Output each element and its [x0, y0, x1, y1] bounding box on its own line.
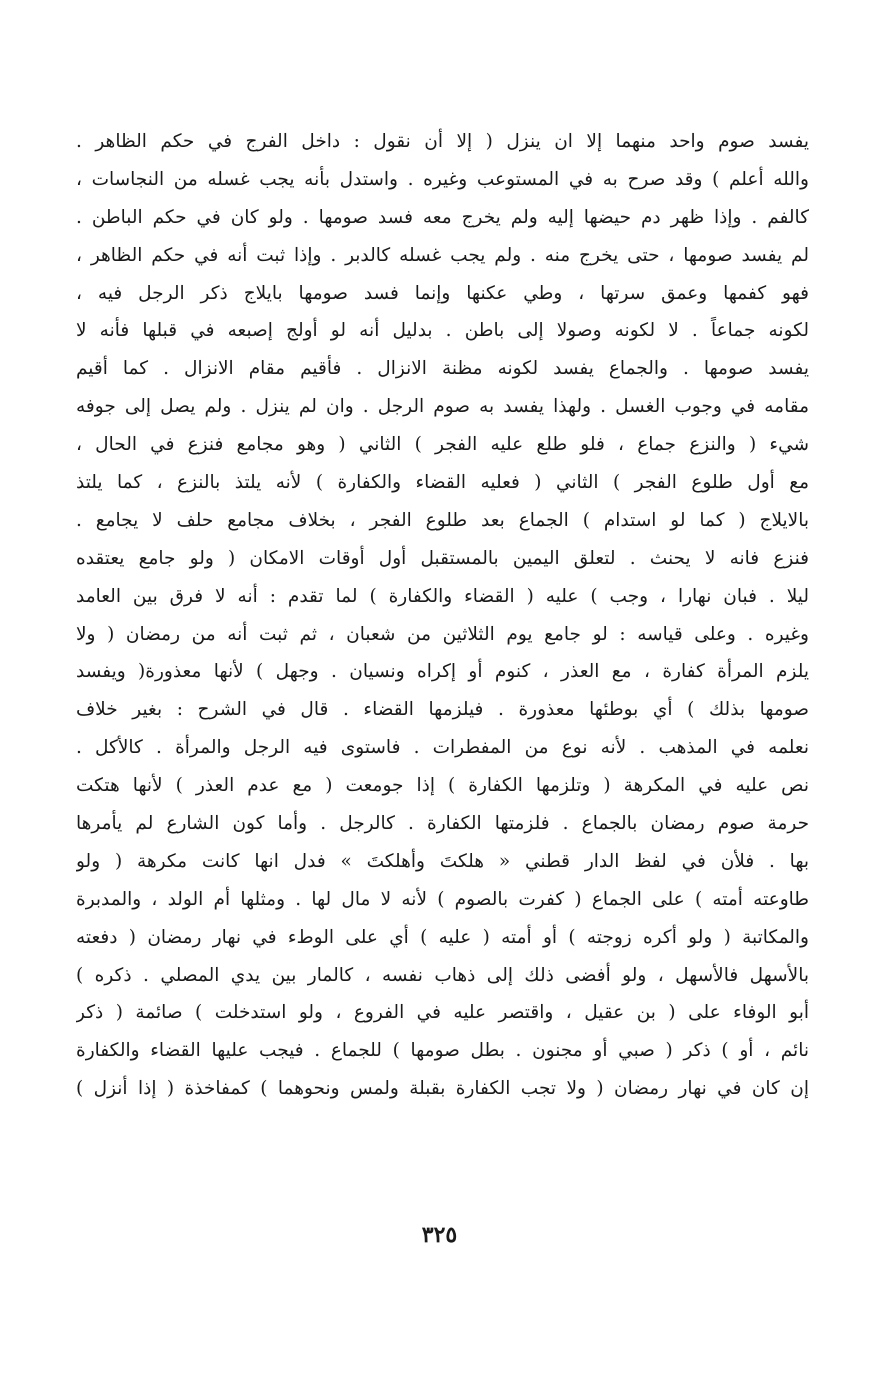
text-line: طاوعته أمته ) على الجماع ( كفرت بالصوم ) لأنه لا مال لها . ومثلها أم الولد ، والمدبرة	[76, 888, 809, 910]
text-line: والمكاتبة ( ولو أكره زوجته ) أو أمته ( عليه ) أي على الوطء في نهار رمضان ( دفعته	[76, 926, 809, 948]
text-line: ليلا . فبان نهارا ، وجب ) عليه ( القضاء والكفارة ) لما تقدم : أنه لا فرق بين العامد	[76, 585, 809, 607]
text-line: كالفم . وإذا ظهر دم حيضها إليه ولم يخرج معه فسد صومها . ولو كان في حكم الباطن .	[76, 206, 809, 228]
text-line: بالأسهل فالأسهل ، ولو أفضى ذلك إلى ذهاب نفسه ، كالمار بين يدي المصلي . ذكره )	[76, 964, 809, 986]
text-line: مع أول طلوع الفجر ) الثاني ( فعليه القضاء والكفارة ) لأنه يلتذ بالنزع ، كما يلتذ	[76, 472, 809, 494]
text-line: نص عليه في المكرهة ( وتلزمها الكفارة ) إذا جومعت ( مع عدم العذر ) لأنها هتكت	[76, 775, 809, 797]
text-line: صومها بذلك ) أي بوطئها معذورة . فيلزمها القضاء . قال في الشرح : بغير خلاف	[76, 699, 809, 721]
text-line: يفسد صوم واحد منهما إلا ان ينزل ( إلا أن نقول : داخل الفرج في حكم الظاهر .	[76, 131, 809, 152]
text-line: نائم ، أو ) ذكر ( صبي أو مجنون . بطل صومها ) للجماع . فيجب عليها القضاء والكفارة	[76, 1040, 809, 1062]
text-line: يفسد صومها . والجماع يفسد لكونه مظنة الانزال . فأقيم مقام الانزال . كما أقيم	[76, 358, 809, 380]
text-line: أبو الوفاء على ( بن عقيل ، واقتصر عليه في الفروع ، ولو استدخلت ) صائمة ( ذكر	[76, 1002, 809, 1024]
page-number: ٣٢٥	[421, 1222, 458, 1248]
body-text	[76, 123, 809, 1108]
text-line: فنزع فانه لا يحنث . لتعلق اليمين بالمستقبل أول أوقات الامكان ( ولو جامع يعتقده	[76, 547, 809, 569]
text-line: شيء ( والنزع جماع ، فلو طلع عليه الفجر ) الثاني ( وهو مجامع فنزع في الحال ،	[76, 434, 809, 456]
text-line: بها . فلأن في لفظ الدار قطني « هلكتَ وأهلكتَ » فدل انها كانت مكرهة ( ولو	[76, 850, 809, 872]
text-line: لكونه جماعاً . لا لكونه وصولا إلى باطن . بدليل أنه لو أولج إصبعه في قبلها فأنه لا	[76, 320, 809, 342]
text-line: وغيره . وعلى قياسه : لو جامع يوم الثلاثين من شعبان ، ثم ثبت أنه من رمضان ( ولا	[76, 623, 809, 645]
text-line: حرمة صوم رمضان بالجماع . فلزمتها الكفارة . كالرجل . وأما كون الشارع لم يأمرها	[76, 813, 809, 835]
text-line: يلزم المرأة كفارة ، مع العذر ، كنوم أو إكراه ونسيان . وجهل ) لأنها معذورة( ويفسد	[76, 661, 809, 683]
text-line: إن كان في نهار رمضان ( ولا تجب الكفارة بقبلة ولمس ونحوهما ) كمفاخذة ( إذا أنزل )	[76, 1078, 809, 1100]
text-line: بالايلاج ( كما لو استدام ) الجماع بعد طلوع الفجر ، بخلاف مجامع حلف لا يجامع .	[76, 509, 809, 531]
text-line: لم يفسد صومها ، حتى يخرج منه . ولم يجب غسله كالدبر . وإذا ثبت أنه في حكم الظاهر ،	[76, 244, 809, 266]
text-line: والله أعلم ) وقد صرح به في المستوعب وغيره . واستدل بأنه يجب غسله من النجاسات ،	[76, 168, 809, 190]
text-line: فهو كفمها وعمق سرتها ، وطي عكنها وإنما فسد صومها بايلاج ذكر الرجل فيه ،	[76, 282, 809, 304]
text-line: نعلمه في المذهب . لأنه نوع من المفطرات . فاستوى فيه الرجل والمرأة . كالأكل .	[76, 737, 809, 759]
text-line: مقامه في وجوب الغسل . ولهذا يفسد به صوم الرجل . وان لم ينزل . ولم يصل إلى جوفه	[76, 396, 809, 418]
